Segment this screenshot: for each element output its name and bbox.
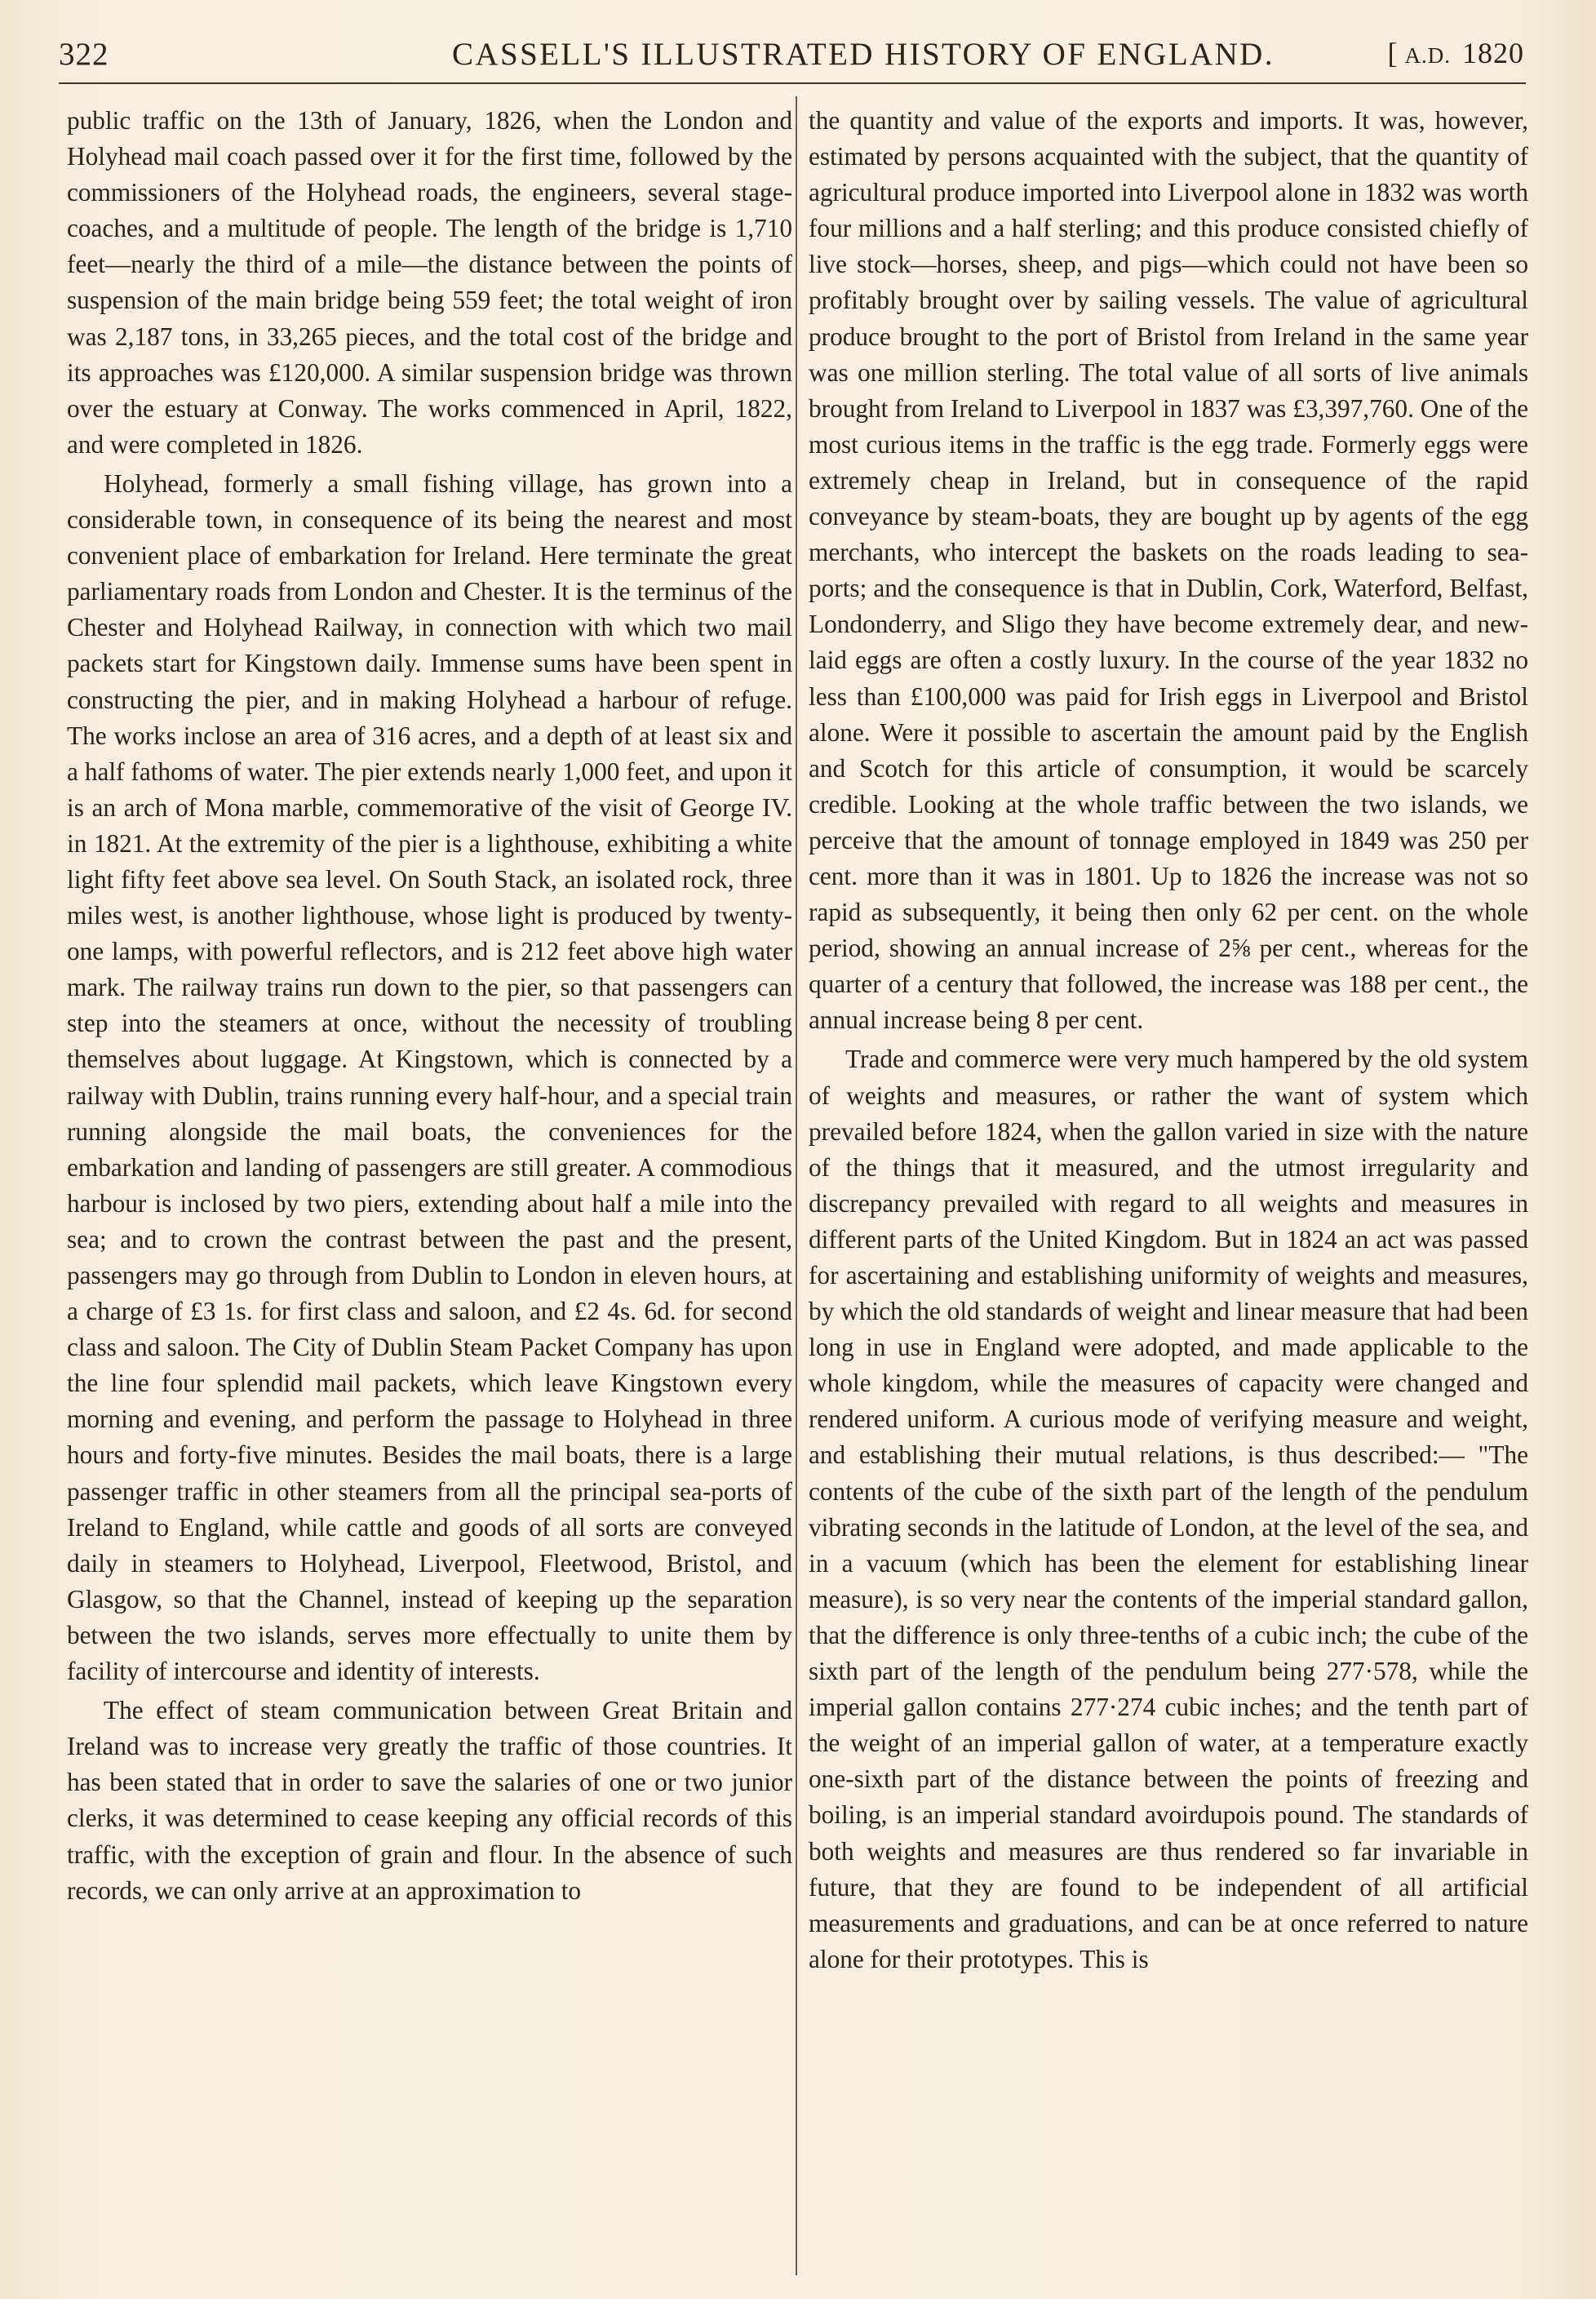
- running-title: CASSELL'S ILLUSTRATED HISTORY OF ENGLAND.: [452, 37, 1275, 72]
- left-paragraph-3: The effect of steam communication between Great Britain and Ireland was to increase very greatly the traffic of those countries. It has been stated that in order to save the salaries of one or two junior clerks, it was determined to cease keeping any official records of this traffic, with the exception of grain and flour. In the absence of such records, we can only arrive at an approximation to: [67, 1696, 792, 1905]
- date-bracket: [: [1387, 37, 1399, 69]
- left-paragraph-2: Holyhead, formerly a small fishing village, has grown into a considerable town, in consequence of its being the nearest and most convenient place of embarkation for Ireland. Here terminate the great parliamentary roads from London and Chester. It is the terminus of the Chester and Holyhead Railway, in connection with which two mail packets start for Kingstown daily. Immense sums have been spent in constructing the pier, and in making Holyhead a harbour of refuge. The works inclose an area of 316 acres, and a depth of at least six and a half fathoms of water. The pier extends nearly 1,000 feet, and upon it is an arch of Mona marble, commemorative of the visit of George IV. in 1821. At the extremity of the pier is a lighthouse, exhibiting a white light fifty feet above sea level. On South Stack, an isolated rock, three miles west, is another lighthouse, whose light is produced by twenty-one lamps, with powerful reflectors, and is 212 feet above high water mark. The railway trains run down to the pier, so that passengers can step into the steamers at once, without the necessity of troubling themselves about luggage. At Kingstown, which is connected by a railway with Dublin, trains running every half-hour, and a special train running alongside the mail boats, the conveniences for the embarkation and landing of passengers are still greater. A commodious harbour is inclosed by two piers, extending about half a mile into the sea; and to crown the contrast between the past and the present, passengers may go through from Dublin to London in eleven hours, at a charge of £3 1s. for first class and saloon, and £2 4s. 6d. for second class and saloon. The City of Dublin Steam Packet Company has upon the line four splendid mail packets, which leave Kingstown every morning and evening, and perform the passage to Holyhead in three hours and forty-five minutes. Besides the mail boats, there is a large passenger traffic in other steamers from all the principal sea-ports of Ireland to England, while cattle and goods of all sorts are conveyed daily in steamers to Holyhead, Liverpool, Fleetwood, Bristol, and Glasgow, so that the Channel, instead of keeping up the separation between the two islands, serves more effectually to unite them by facility of intercourse and identity of interests.: [67, 468, 792, 1686]
- date-era: A.D.: [1404, 43, 1451, 68]
- column-divider: [796, 96, 797, 2275]
- left-paragraph-1: public traffic on the 13th of January, 1826, when the London and Holyhead mail coach passed over it for the first time, followed by the commissioners of the Holyhead roads, the engineers, several stage-coaches, and a multitude of people. The length of the bridge is 1,710 feet—nearly the third of a mile—the distance between the points of suspension of the main bridge being 559 feet; the total weight of iron was 2,187 tons, in 33,265 pieces, and the total cost of the bridge and its approaches was £120,000. A similar suspension bridge was thrown over the estuary at Conway. The works commenced in April, 1822, and were completed in 1826.: [67, 106, 792, 459]
- page-number: 322: [59, 37, 109, 72]
- running-date: [1388, 36, 1525, 70]
- right-column: [809, 103, 1528, 2274]
- right-paragraph-2: Trade and commerce were very much hampered by the old system of weights and measures, or rather the want of system which prevailed before 1824, when the gallon varied in size with the nature of the things that it measured, and the utmost irregularity and discrepancy prevailed with regard to all weights and measures in different parts of the United Kingdom. But in 1824 an act was passed for ascertaining and establishing uniformity of weights and measures, by which the old standards of weight and linear measure that had been long in use in England were adopted, and made applicable to the whole kingdom, while the measures of capacity were changed and rendered uniform. A curious mode of verifying measure and weight, and establishing their mutual relations, is thus described:— "The contents of the cube of the sixth part of the length of the pendulum vibrating seconds in the latitude of London, at the level of the sea, and in a vacuum (which has been the element for establishing linear measure), is so very near the contents of the imperial standard gallon, that the difference is only three-tenths of a cubic inch; the cube of the sixth part of the length of the pendulum being 277·578, while the imperial gallon contains 277·274 cubic inches; and the tenth part of the weight of an imperial gallon of water, at a temperature exactly one-sixth part of the distance between the points of freezing and boiling, is an imperial standard avoirdupois pound. The standards of both weights and measures are thus rendered so far invariable in future, that they are found to be independent of all artificial measurements and graduations, and can be at once referred to nature alone for their prototypes. This is: [809, 1045, 1528, 1973]
- page-header: [59, 31, 1524, 83]
- header-rule: [59, 82, 1526, 84]
- date-year: 1820: [1462, 37, 1524, 69]
- left-column: [67, 103, 792, 2274]
- right-paragraph-1: the quantity and value of the exports and imports. It was, however, estimated by persons acquainted with the subject, that the quantity of agricultural produce imported into Liverpool alone in 1832 was worth four millions and a half sterling; and this produce consisted chiefly of live stock—horses, sheep, and pigs—which could not have been so profitably brought over by sailing vessels. The value of agricultural produce brought to the port of Bristol from Ireland in the same year was one million sterling. The total value of all sorts of live animals brought from Ireland to Liverpool in 1837 was £3,397,760. One of the most curious items in the traffic is the egg trade. Formerly eggs were extremely cheap in Ireland, but in consequence of the rapid conveyance by steam-boats, they are bought up by agents of the egg merchants, who intercept the baskets on the roads leading to sea-ports; and the consequence is that in Dublin, Cork, Waterford, Belfast, Londonderry, and Sligo they have become extremely dear, and new-laid eggs are often a costly luxury. In the course of the year 1832 no less than £100,000 was paid for Irish eggs in Liverpool and Bristol alone. Were it possible to ascertain the amount paid by the English and Scotch for this article of consumption, it would be scarcely credible. Looking at the whole traffic between the two islands, we perceive that the amount of tonnage employed in 1849 was 250 per cent. more than it was in 1801. Up to 1826 the increase was not so rapid as subsequently, it being then only 62 per cent. on the whole period, showing an annual increase of 2⅝ per cent., whereas for the quarter of a century that followed, the increase was 188 per cent., the annual increase being 8 per cent.: [809, 106, 1528, 1035]
